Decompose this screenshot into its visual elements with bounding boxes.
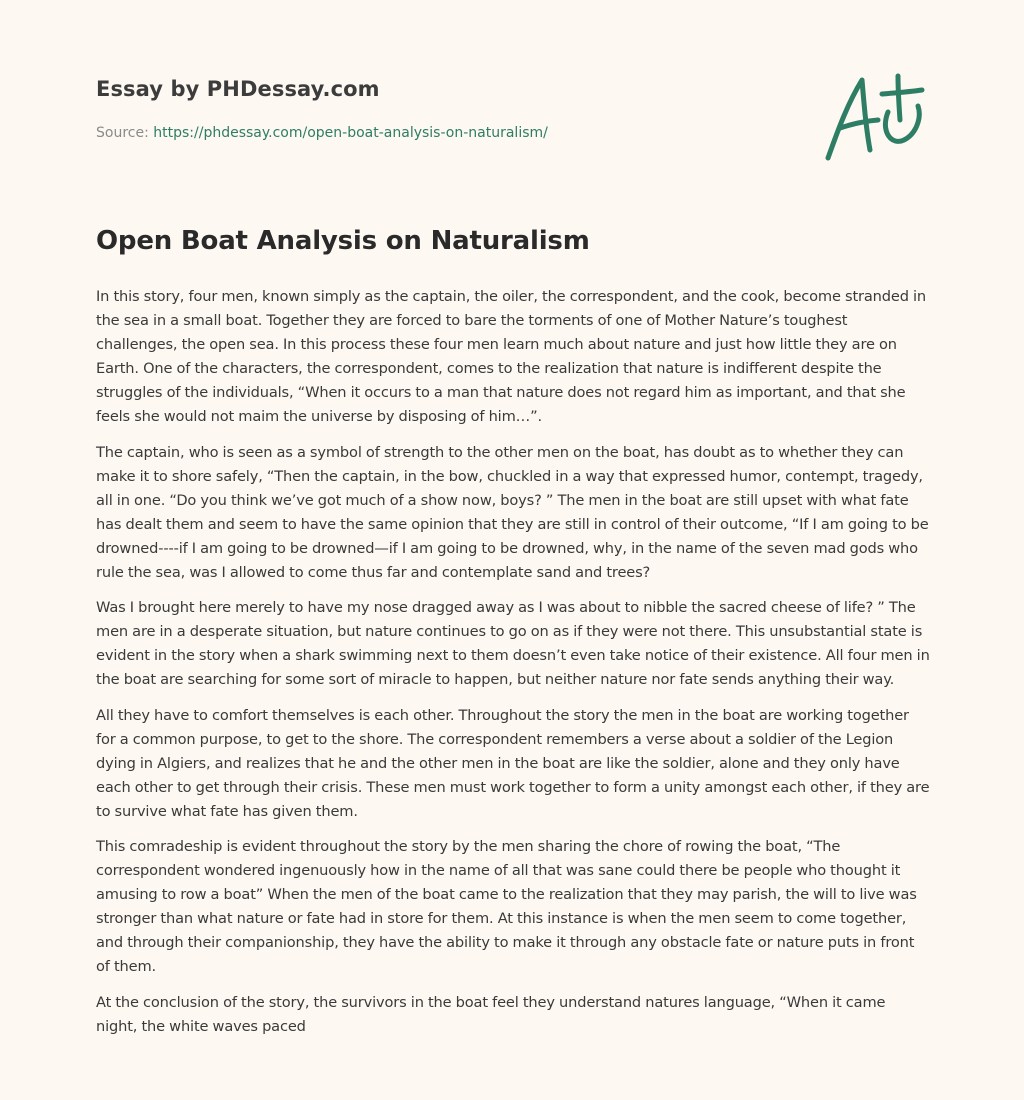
paragraph: In this story, four men, known simply as the captain, the oiler, the correspondent, and the cook, become stranded in the sea in a small boat. Together they are forced to bare the torments of one of Mother Nature’s toughest challenges, the open sea. In this process these four men learn much about nature and just how little they are on Earth. One of the characters, the correspondent, comes to the realization that nature is indifferent despite the struggles of the individuals, “When it occurs to a man that nature does not regard him as important, and that she feels she would not maim the universe by disposing of him…”. [96,288,927,426]
paragraph: At the conclusion of the story, the survivors in the boat feel they understand natures language, “When it came night, the white waves paced [96,993,886,1035]
essay-title: Open Boat Analysis on Naturalism [96,226,590,256]
a-plus-grade-icon [818,66,930,166]
paragraph: Was I brought here merely to have my nose dragged away as I was about to nibble the sacred cheese of life? ” The men are in a desperate situation, but nature continues to go on as if they were not there. This unsubstantial state is evident in the story when a shark swimming next to them doesn’t even take notice of their existence. All four men in the boat are searching for some sort of miracle to happen, but neither nature nor fate sends anything their way. [96,599,930,689]
essay-body [96,285,930,1050]
paragraph: The captain, who is seen as a symbol of strength to the other men on the boat, has doubt as to whether they can make it to shore safely, “Then the captain, in the bow, chuckled in a way that expressed humor, contempt, tragedy, all in one. “Do you think we’ve got much of a show now, boys? ” The men in the boat are still upset with what fate has dealt them and seem to have the same opinion that they are still in control of their outcome, “If I am going to be drowned----if I am going to be drowned—if I am going to be drowned, why, in the name of the seven mad gods who rule the sea, was I allowed to come thus far and contemplate sand and trees? [96,443,929,582]
paragraph: This comradeship is evident throughout the story by the men sharing the chore of rowing the boat, “The correspondent wondered ingenuously how in the name of all that was sane could there be people who thought it amusing to row a boat” When the men of the boat came to the realization that they may parish, the will to live was stronger than what nature or fate had in store for them. At this instance is when the men seem to come together, and through their companionship, they have the ability to make it through any obstacle fate or nature puts in front of them. [96,837,917,976]
source-label: Source: [96,125,149,141]
paragraph: All they have to comfort themselves is each other. Throughout the story the men in the boat are working together for a common purpose, to get to the shore. The correspondent remembers a verse about a soldier of the Legion dying in Algiers, and realizes that he and the other men in the boat are like the soldier, alone and they only have each other to get through their crisis. These men must work together to form a unity amongst each other, if they are to survive what fate has given them. [96,706,930,820]
source-link[interactable]: https://phdessay.com/open-boat-analysis-on-naturalism/ [153,125,548,141]
site-title: Essay by PHDessay.com [96,77,380,101]
a-plus-logo-graphic [818,66,930,166]
source-line [96,125,548,141]
